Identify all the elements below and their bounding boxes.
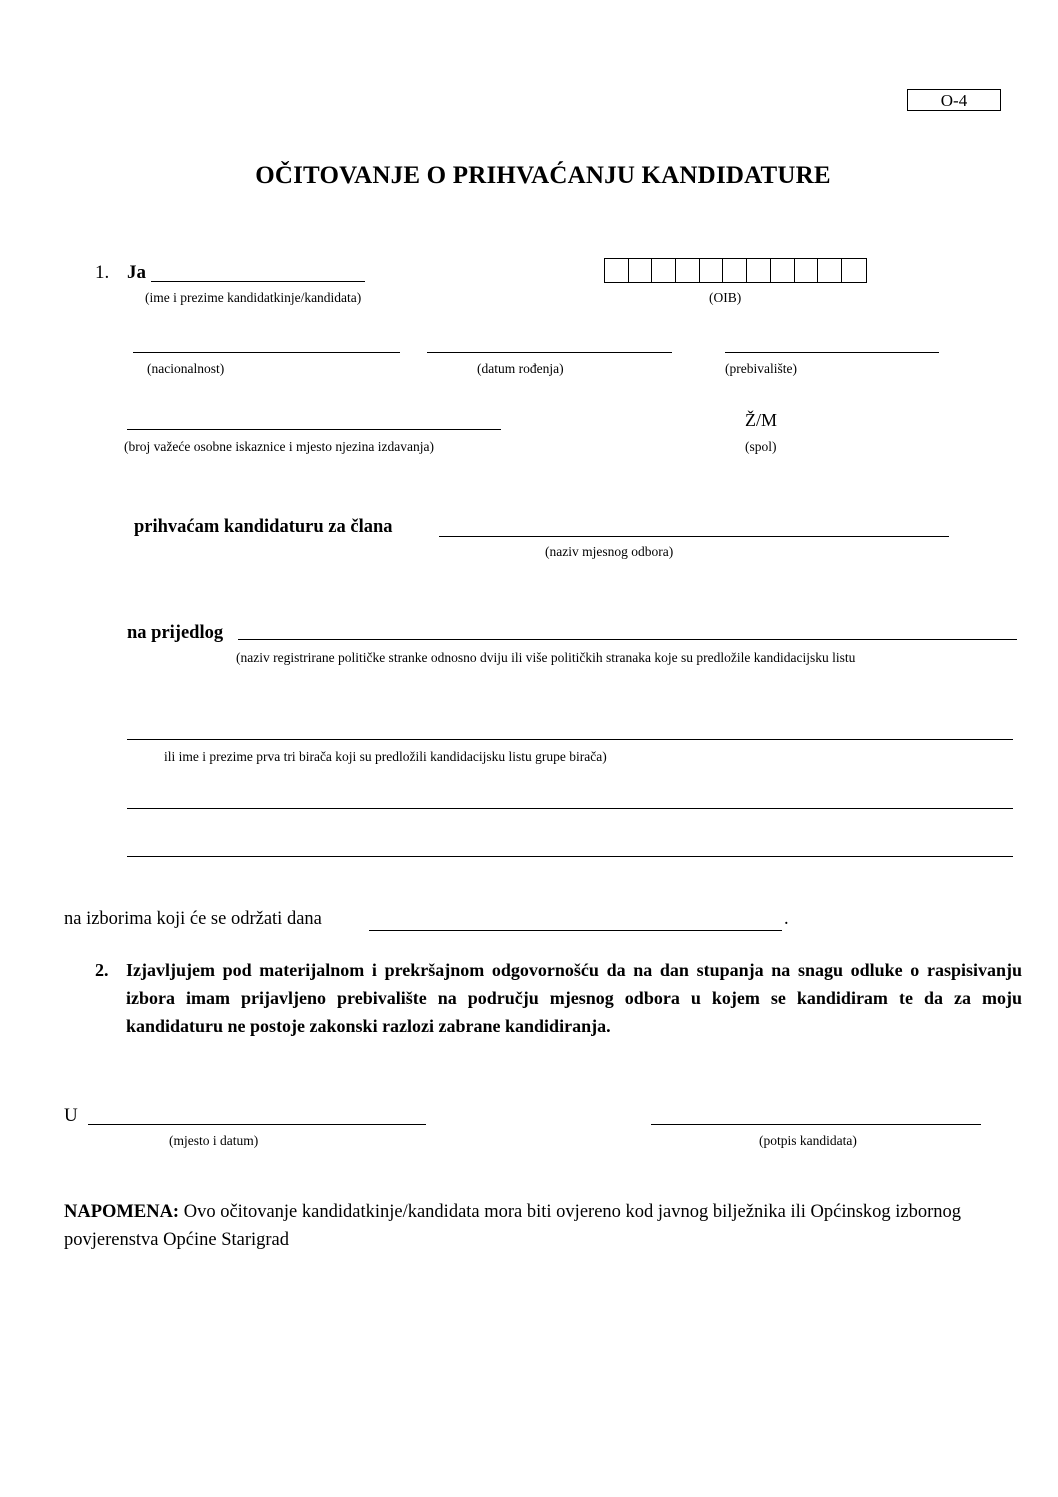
election-date-field-line[interactable]	[369, 930, 782, 931]
place-date-caption: (mjesto i datum)	[169, 1133, 259, 1148]
election-date-end: .	[784, 909, 789, 929]
oib-digit-box[interactable]	[818, 259, 842, 282]
note-label: NAPOMENA:	[64, 1202, 180, 1222]
proposal-label: na prijedlog	[127, 623, 224, 643]
gender-caption: (spol)	[745, 439, 777, 454]
oib-digit-box[interactable]	[605, 259, 629, 282]
note-paragraph	[64, 1198, 1024, 1254]
name-caption: (ime i prezime kandidatkinje/kandidata)	[145, 290, 362, 305]
proposal-caption-2: ili ime i prezime prva tri birača koji su predložili kandidacijsku listu grupe birača)	[164, 749, 607, 764]
oib-input-boxes[interactable]	[604, 258, 867, 283]
proposal-caption-1: (naziv registrirane političke stranke odnosno dviju ili više političkih stranaka koje su predložile kandidacijsku listu	[236, 650, 856, 665]
page-title: OČITOVANJE O PRIHVAĆANJU KANDIDATURE	[255, 162, 831, 189]
proposal-field-line-4[interactable]	[127, 856, 1013, 857]
oib-caption: (OIB)	[709, 290, 742, 305]
section-1-number: 1.	[95, 262, 110, 283]
oib-digit-box[interactable]	[676, 259, 700, 282]
form-code-box: O-4	[907, 89, 1001, 111]
place-date-field-line[interactable]	[88, 1124, 426, 1125]
proposal-field-line-2[interactable]	[127, 739, 1013, 740]
oib-digit-box[interactable]	[842, 259, 866, 282]
gender-value[interactable]: Ž/M	[745, 410, 778, 430]
oib-digit-box[interactable]	[700, 259, 724, 282]
committee-field-line[interactable]	[439, 536, 949, 537]
name-field-line[interactable]	[151, 281, 365, 282]
id-card-caption: (broj važeće osobne iskaznice i mjesto njezina izdavanja)	[124, 439, 434, 454]
residence-caption: (prebivalište)	[725, 361, 797, 376]
oib-digit-box[interactable]	[629, 259, 653, 282]
ja-label: Ja	[127, 262, 146, 283]
note-text: Ovo očitovanje kandidatkinje/kandidata mora biti ovjereno kod javnog bilježnika ili Općinskog izbornog povjerenstva Općine Starigrad	[64, 1202, 962, 1250]
committee-caption: (naziv mjesnog odbora)	[545, 544, 674, 559]
accept-candidacy-label: prihvaćam kandidaturu za člana	[134, 517, 393, 537]
proposal-field-line-1[interactable]	[238, 639, 1017, 640]
birthdate-field-line[interactable]	[427, 352, 672, 353]
signature-field-line[interactable]	[651, 1124, 981, 1125]
declaration-statement: Izjavljujem pod materijalnom i prekršajnom odgovornošću da na dan stupanja na snagu odluke o raspisivanju izbora imam prijavljeno prebivalište na području mjesnog odbora u kojem se kandidiram te da za moju kandidaturu ne postoje zakonski razlozi zabrane kandidiranja.	[126, 960, 1022, 1036]
signature-caption: (potpis kandidata)	[759, 1133, 857, 1148]
oib-digit-box[interactable]	[652, 259, 676, 282]
oib-digit-box[interactable]	[795, 259, 819, 282]
proposal-field-line-3[interactable]	[127, 808, 1013, 809]
oib-digit-box[interactable]	[771, 259, 795, 282]
id-card-field-line[interactable]	[127, 429, 501, 430]
u-label: U	[64, 1105, 78, 1126]
nationality-caption: (nacionalnost)	[147, 361, 225, 376]
section-2-number: 2.	[95, 960, 109, 980]
election-date-label: na izborima koji će se održati dana	[64, 909, 322, 929]
oib-digit-box[interactable]	[723, 259, 747, 282]
oib-digit-box[interactable]	[747, 259, 771, 282]
birthdate-caption: (datum rođenja)	[477, 361, 564, 376]
nationality-field-line[interactable]	[133, 352, 400, 353]
residence-field-line[interactable]	[725, 352, 939, 353]
